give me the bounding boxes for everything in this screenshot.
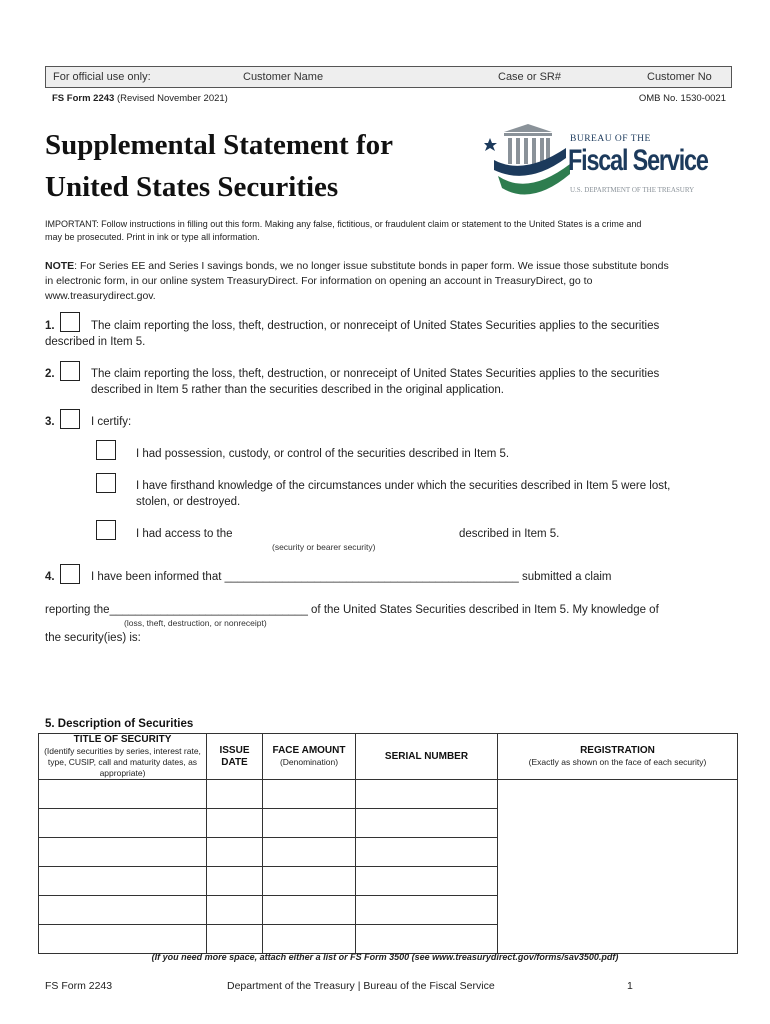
note-paragraph	[45, 259, 735, 304]
item-2-number: 2.	[45, 368, 55, 380]
form-revision: (Revised November 2021)	[116, 93, 228, 104]
item-3b-checkbox[interactable]	[96, 473, 116, 493]
item-3b-line-1: I have firsthand knowledge of the circumstances under which the securities described in Item 5 were lost,	[136, 480, 671, 492]
column-serial-number-label: SERIAL NUMBER	[384, 750, 469, 762]
column-registration-sub: (Exactly as shown on the face of each security)	[528, 757, 707, 767]
note-line-3: www.treasurydirect.gov.	[45, 290, 156, 302]
item-3c-checkbox[interactable]	[96, 520, 116, 540]
note-label: NOTE	[45, 260, 75, 272]
form-number: FS Form 2243	[52, 93, 115, 104]
column-issue-date	[207, 734, 263, 780]
title-cell[interactable]	[39, 896, 207, 925]
item-1-line-1: The claim reporting the loss, theft, destruction, or nonreceipt of United States Securities applies to the securities	[91, 320, 660, 332]
case-sr-label: Case or SR#	[498, 71, 561, 83]
important-notice	[45, 218, 735, 244]
item-1-line-2: described in Item 5.	[45, 336, 146, 348]
important-line-2: may be prosecuted. Print in ink or type all information.	[45, 232, 260, 242]
item-4-line-2: reporting the_______________________________ of the United States Securities described in Item 5. My knowledge of	[45, 604, 659, 616]
item-1-number: 1.	[45, 320, 55, 332]
face-amount-cell[interactable]	[263, 867, 356, 896]
serial-number-cell[interactable]	[356, 925, 498, 954]
logo-line-1: BUREAU OF THE	[570, 134, 651, 144]
item-3a-checkbox[interactable]	[96, 440, 116, 460]
item-2-line-1: The claim reporting the loss, theft, destruction, or nonreceipt of United States Securities applies to the securities	[91, 368, 660, 380]
table-row	[39, 780, 738, 809]
important-line-1: IMPORTANT: Follow instructions in filling out this form. Making any false, fictitious, or fraudulent claim or statement to the United States is a crime and	[45, 219, 642, 229]
form-number-line	[52, 93, 228, 104]
column-title-label: TITLE OF SECURITY	[73, 734, 172, 745]
item-2-line-2: described in Item 5 rather than the securities described in the original application.	[91, 384, 504, 396]
item-3-number: 3.	[45, 416, 55, 428]
column-face-amount	[263, 734, 356, 780]
item-3c-text-a: I had access to the	[136, 528, 233, 540]
note-text-1: : For Series EE and Series I savings bonds, we no longer issue substitute bonds in paper form. We issue those substitute bonds	[74, 260, 669, 272]
item-3-checkbox[interactable]	[60, 409, 80, 429]
item-4-number: 4.	[45, 571, 55, 583]
face-amount-cell[interactable]	[263, 780, 356, 809]
item-4-line-3: the security(ies) is:	[45, 632, 141, 644]
item-4-checkbox[interactable]	[60, 564, 80, 584]
item-4-line-1: I have been informed that ______________________________________________ submitted a claim	[91, 571, 612, 583]
face-amount-cell[interactable]	[263, 896, 356, 925]
serial-number-cell[interactable]	[356, 780, 498, 809]
issue-date-cell[interactable]	[207, 780, 263, 809]
section-5-heading: 5. Description of Securities	[45, 718, 194, 730]
fiscal-service-logo	[484, 120, 709, 204]
page-number: 1	[627, 980, 633, 992]
official-use-label: For official use only:	[53, 71, 151, 83]
securities-table-header	[39, 734, 738, 780]
official-use-bar	[45, 66, 732, 88]
title-cell[interactable]	[39, 867, 207, 896]
item-3c-security-field[interactable]	[244, 522, 454, 540]
serial-number-cell[interactable]	[356, 809, 498, 838]
column-issue-date-label: ISSUE DATE	[219, 744, 250, 768]
title-line-1: Supplemental Statement for	[45, 129, 393, 161]
serial-number-cell[interactable]	[356, 867, 498, 896]
title-line-2: United States Securities	[45, 171, 339, 203]
securities-table	[38, 733, 738, 954]
item-2-checkbox[interactable]	[60, 361, 80, 381]
treasury-building-icon	[484, 120, 574, 204]
footer-department: Department of the Treasury | Bureau of the Fiscal Service	[227, 980, 495, 992]
column-title-sub: (Identify securities by series, interest rate, type, CUSIP, call and maturity dates, as appropriate)	[44, 746, 201, 778]
item-3c-text-b: described in Item 5.	[459, 528, 560, 540]
page-title	[45, 124, 393, 208]
omb-number: OMB No. 1530-0021	[638, 93, 726, 104]
column-title-of-security	[39, 734, 207, 780]
item-3-text: I certify:	[91, 416, 132, 428]
note-line-2: in electronic form, in our online system TreasuryDirect. For information on opening an account in TreasuryDirect, go to	[45, 275, 593, 287]
item-3b-line-2: stolen, or destroyed.	[136, 496, 241, 508]
item-4-hint: (loss, theft, destruction, or nonreceipt)	[124, 618, 267, 628]
issue-date-cell[interactable]	[207, 925, 263, 954]
issue-date-cell[interactable]	[207, 867, 263, 896]
item-3a-text: I had possession, custody, or control of the securities described in Item 5.	[136, 448, 510, 460]
item-3c-hint: (security or bearer security)	[272, 542, 376, 552]
face-amount-cell[interactable]	[263, 809, 356, 838]
extra-space-note: (If you need more space, attach either a list or FS Form 3500 (see www.treasurydirect.gov/forms/sav3500.pdf)	[151, 952, 619, 962]
serial-number-cell[interactable]	[356, 838, 498, 867]
issue-date-cell[interactable]	[207, 838, 263, 867]
item-4-knowledge-field[interactable]	[45, 648, 735, 708]
column-face-amount-sub: (Denomination)	[279, 757, 339, 767]
column-face-amount-label: FACE AMOUNT	[272, 745, 346, 756]
column-registration-label: REGISTRATION	[580, 745, 655, 756]
registration-cell[interactable]	[498, 780, 738, 954]
title-cell[interactable]	[39, 838, 207, 867]
face-amount-cell[interactable]	[263, 838, 356, 867]
column-registration	[498, 734, 738, 780]
logo-line-2: Fiscal Service	[568, 144, 708, 177]
issue-date-cell[interactable]	[207, 896, 263, 925]
title-cell[interactable]	[39, 780, 207, 809]
footer-form-number: FS Form 2243	[45, 980, 113, 992]
face-amount-cell[interactable]	[263, 925, 356, 954]
note-line-1	[45, 259, 735, 274]
title-cell[interactable]	[39, 925, 207, 954]
serial-number-cell[interactable]	[356, 896, 498, 925]
logo-line-3: U.S. DEPARTMENT OF THE TREASURY	[570, 186, 695, 194]
issue-date-cell[interactable]	[207, 809, 263, 838]
customer-name-label: Customer Name	[243, 71, 324, 83]
title-cell[interactable]	[39, 809, 207, 838]
column-serial-number	[356, 734, 498, 780]
customer-no-label: Customer No	[647, 71, 712, 83]
item-1-checkbox[interactable]	[60, 312, 80, 332]
